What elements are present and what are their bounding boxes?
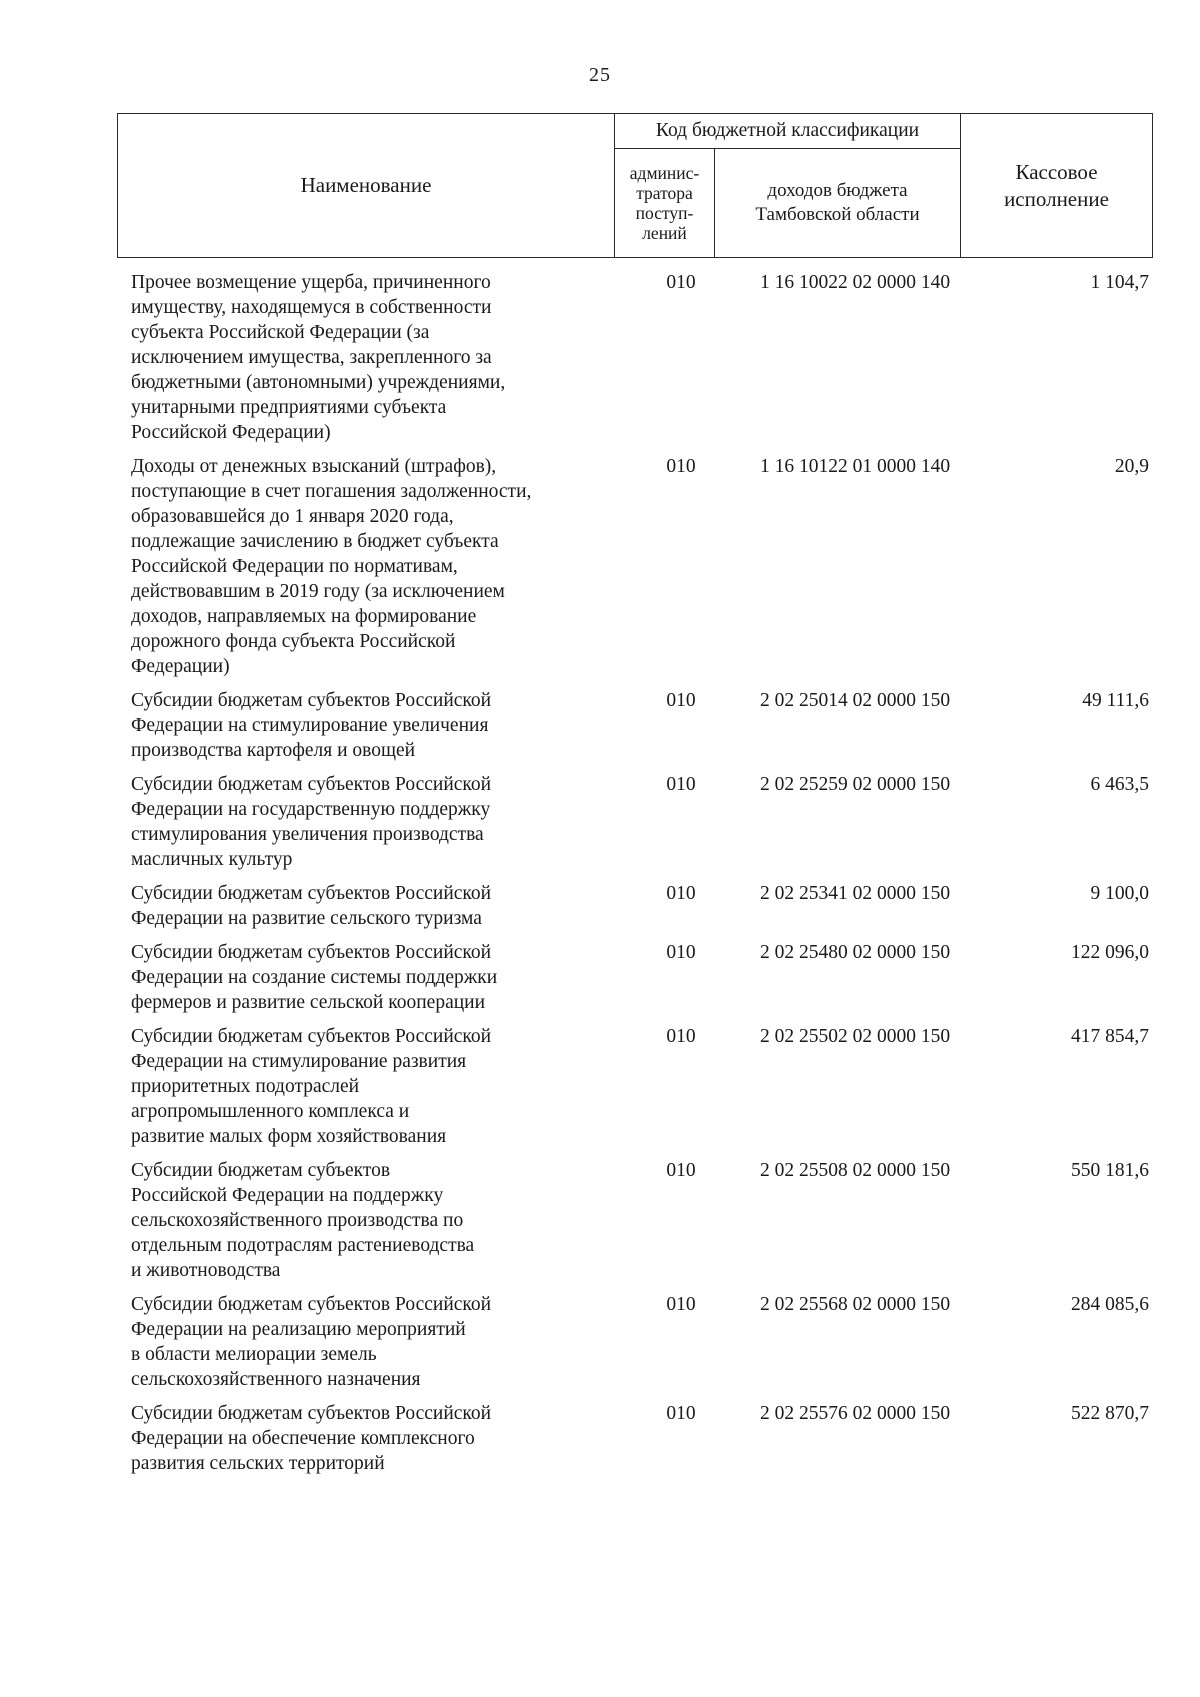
row-code: 2 02 25568 02 0000 150 [759,1294,951,1315]
row-amount: 9 100,0 [1090,883,1149,904]
row-admin: 010 [666,1026,696,1047]
header-name: Наименование [118,114,615,258]
row-name: Субсидии бюджетам субъектов Российской Федерации на реализацию мероприятий в области мелиорации земель сельскохозяйственного назначения [131,1294,492,1390]
row-name: Субсидии бюджетам субъектов Российской Федерации на стимулирование развития приоритетных подотраслей агропромышленного комплекса и развитие малых форм хозяйствования [131,1026,492,1147]
row-name: Субсидии бюджетам субъектов Российской Федерации на стимулирование увеличения производства картофеля и овощей [131,690,492,761]
row-admin: 010 [666,272,696,293]
row-code: 2 02 25480 02 0000 150 [759,942,951,963]
row-code: 2 02 25014 02 0000 150 [759,690,951,711]
row-admin: 010 [666,774,696,795]
table-row [117,1158,1152,1283]
row-admin: 010 [666,942,696,963]
row-amount: 20,9 [1114,456,1149,477]
row-amount: 6 463,5 [1090,774,1149,795]
row-code: 2 02 25341 02 0000 150 [759,883,951,904]
header-administrator-text: админис- тратора поступ- лений [629,162,700,244]
row-admin: 010 [666,1160,696,1181]
row-admin: 010 [666,1294,696,1315]
page-number: 25 [589,64,611,86]
row-code: 1 16 10022 02 0000 140 [759,272,951,293]
header-income-code-text: доходов бюджета Тамбовской области [755,180,920,225]
row-code: 2 02 25502 02 0000 150 [759,1026,951,1047]
table-row [117,940,1152,1015]
header-execution-text: Кассовое исполнение [1004,160,1109,211]
row-name: Прочее возмещение ущерба, причиненного имуществу, находящемуся в собственности субъекта Российской Федерации (за исключением имущества, закрепленного за бюджетными (автономными) учреждениями, унитарными предприятиями субъекта Российской Федерации) [131,272,506,443]
table-row [117,454,1152,679]
row-amount: 49 111,6 [1082,690,1149,711]
row-name: Субсидии бюджетам субъектов Российской Федерации на поддержку сельскохозяйственного производства по отдельным подотраслям растениеводства и животноводства [131,1160,475,1281]
row-name: Субсидии бюджетам субъектов Российской Федерации на развитие сельского туризма [131,883,492,929]
row-amount: 550 181,6 [1071,1160,1149,1181]
row-amount: 122 096,0 [1071,942,1149,963]
table-row [117,1292,1152,1392]
row-admin: 010 [666,456,696,477]
row-amount: 417 854,7 [1071,1026,1149,1047]
row-name: Доходы от денежных взысканий (штрафов), поступающие в счет погашения задолженности, образовавшейся до 1 января 2020 года, подлежащие зачислению в бюджет субъекта Российской Федерации по нормативам, действовавшим в 2019 году (за исключением доходов, направляемых на формирование дорожного фонда субъекта Российской Федерации) [131,456,532,677]
header-income-code [715,149,961,258]
row-amount: 522 870,7 [1071,1403,1149,1424]
header-kbk: Код бюджетной классификации [615,114,961,149]
table-row [117,270,1152,445]
row-code: 2 02 25576 02 0000 150 [759,1403,951,1424]
row-code: 1 16 10122 01 0000 140 [759,456,951,477]
table-body [117,270,1152,1485]
row-name: Субсидии бюджетам субъектов Российской Федерации на обеспечение комплексного развития сельских территорий [131,1403,492,1474]
row-admin: 010 [666,883,696,904]
header-execution [961,114,1153,258]
table-row [117,772,1152,872]
table-row [117,881,1152,931]
row-name: Субсидии бюджетам субъектов Российской Федерации на создание системы поддержки фермеров и развитие сельской кооперации [131,942,498,1013]
row-amount: 284 085,6 [1071,1294,1149,1315]
row-admin: 010 [666,690,696,711]
row-code: 2 02 25508 02 0000 150 [759,1160,951,1181]
row-code: 2 02 25259 02 0000 150 [759,774,951,795]
header-administrator [615,149,715,258]
row-name: Субсидии бюджетам субъектов Российской Федерации на государственную поддержку стимулирования увеличения производства масличных культур [131,774,492,870]
table-header [117,113,1153,258]
row-admin: 010 [666,1403,696,1424]
table-row [117,688,1152,763]
table-row [117,1024,1152,1149]
row-amount: 1 104,7 [1090,272,1149,293]
table-row [117,1401,1152,1476]
